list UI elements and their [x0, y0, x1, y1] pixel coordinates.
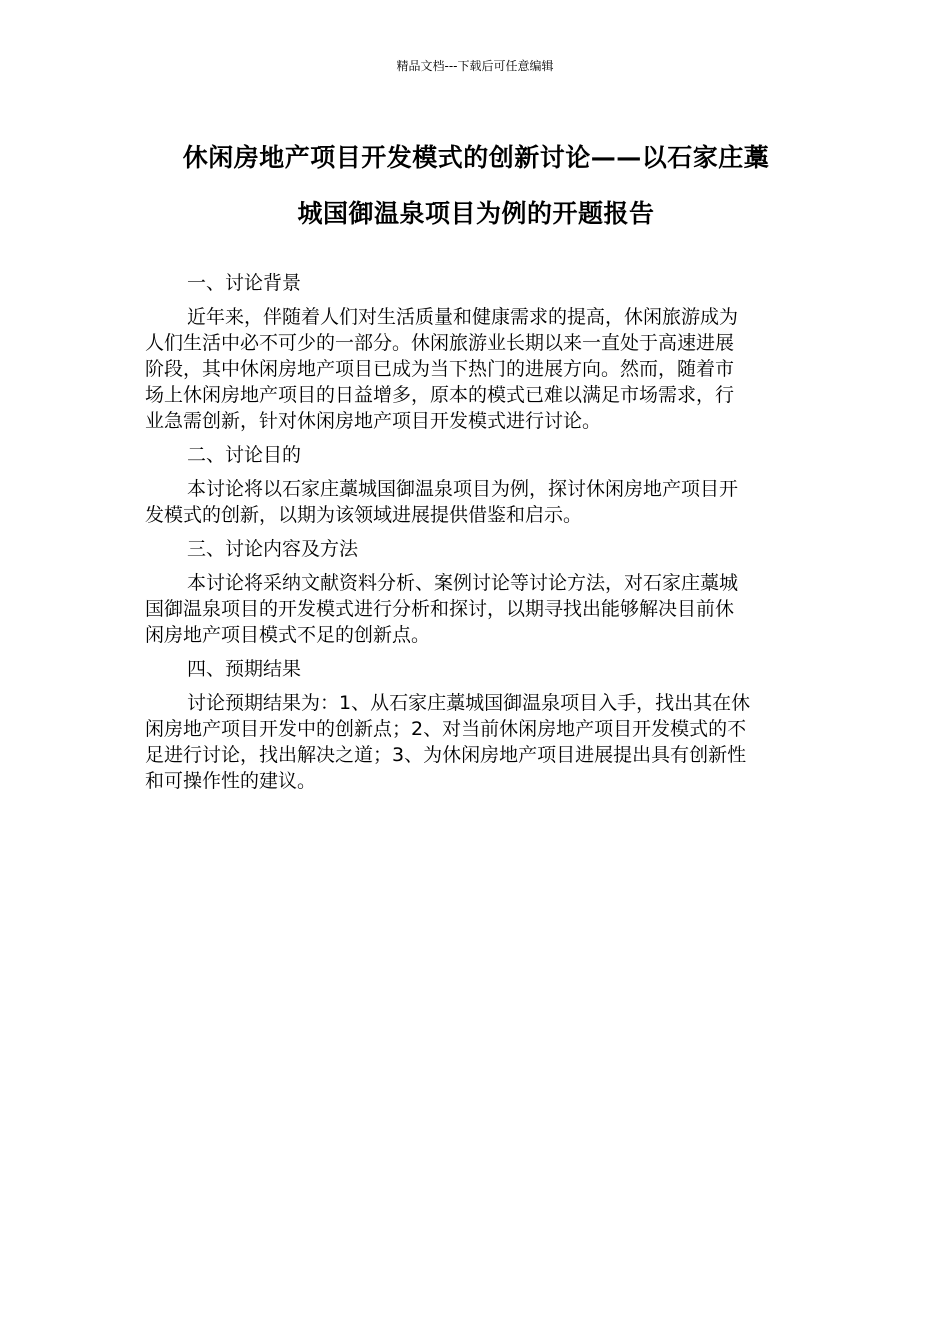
paragraph-line: 讨论预期结果为：1、从石家庄藁城国御温泉项目入手，找出其在休: [187, 692, 751, 714]
section-heading: 三、讨论内容及方法: [187, 538, 359, 560]
paragraph-line: 近年来，伴随着人们对生活质量和健康需求的提高，休闲旅游成为: [187, 306, 739, 328]
paragraph-line: 业急需创新，针对休闲房地产项目开发模式进行讨论。: [145, 410, 602, 432]
paragraph: [145, 476, 807, 528]
section-heading: 一、讨论背景: [187, 272, 302, 294]
paragraph-line: 国御温泉项目的开发模式进行分析和探讨，以期寻找出能够解决目前休: [145, 598, 735, 620]
paragraph-line: 足进行讨论，找出解决之道；3、为休闲房地产项目进展提出具有创新性: [145, 744, 747, 766]
paragraph-line: 闲房地产项目模式不足的创新点。: [145, 624, 431, 646]
paragraph: [145, 304, 807, 434]
document-title: [140, 130, 812, 242]
section-heading: 四、预期结果: [187, 658, 302, 680]
header-note: 精品文档---下载后可任意编辑: [396, 59, 554, 73]
paragraph-line: 本讨论将采纳文献资料分析、案例讨论等讨论方法，对石家庄藁城: [187, 572, 739, 594]
paragraph-line: 发模式的创新，以期为该领域进展提供借鉴和启示。: [145, 504, 583, 526]
paragraph-line: 闲房地产项目开发中的创新点；2、对当前休闲房地产项目开发模式的不: [145, 718, 747, 740]
title-line: 城国御温泉项目为例的开题报告: [297, 199, 655, 228]
paragraph-line: 人们生活中必不可少的一部分。休闲旅游业长期以来一直处于高速进展: [145, 332, 735, 354]
paragraph-line: 场上休闲房地产项目的日益增多，原本的模式已难以满足市场需求，行: [145, 384, 735, 406]
paragraph-line: 本讨论将以石家庄藁城国御温泉项目为例，探讨休闲房地产项目开: [187, 478, 739, 500]
section-background: [145, 270, 807, 434]
section-content-method: [145, 536, 807, 648]
paragraph-line: 和可操作性的建议。: [145, 770, 317, 792]
paragraph: [145, 570, 807, 648]
document-body: [145, 270, 807, 802]
section-expected-results: [145, 656, 807, 794]
title-line: 休闲房地产项目开发模式的创新讨论——以石家庄藁: [182, 143, 770, 172]
paragraph-line: 阶段，其中休闲房地产项目已成为当下热门的进展方向。然而，随着市: [145, 358, 735, 380]
section-heading: 二、讨论目的: [187, 444, 302, 466]
section-purpose: [145, 442, 807, 528]
paragraph: [145, 690, 807, 794]
